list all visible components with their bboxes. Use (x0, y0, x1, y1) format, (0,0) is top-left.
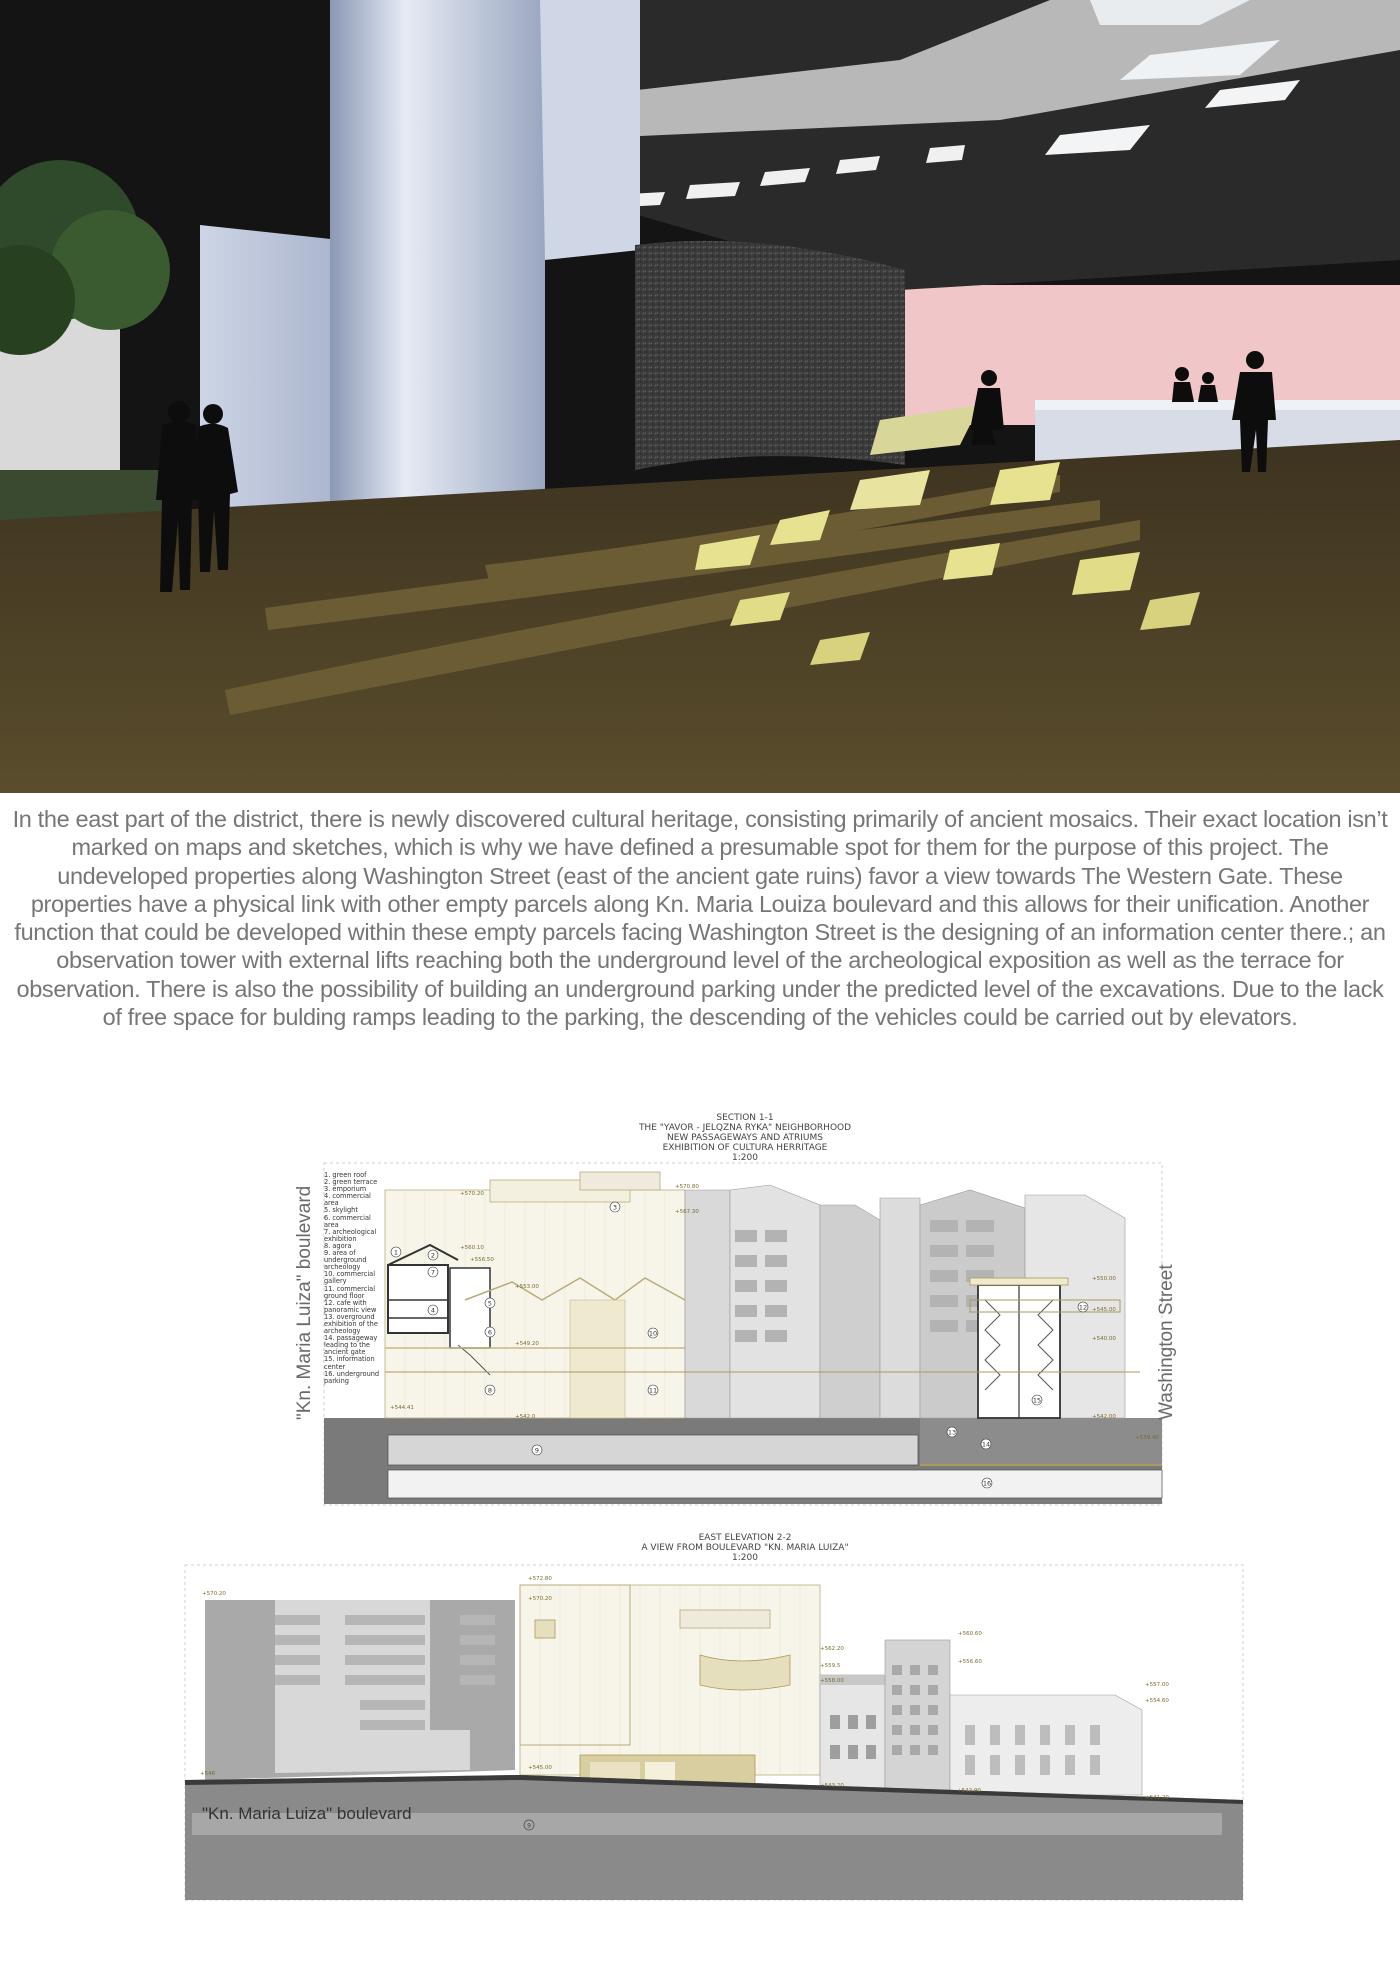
marker-2: 2 (430, 1251, 436, 1260)
elevation-title-line: A VIEW FROM BOULEVARD "KN. MARIA LUIZA" (641, 1543, 849, 1553)
level-tag: +546 (200, 1771, 216, 1777)
level-tag: +570.20 (528, 1596, 552, 1602)
marker-8: 8 (487, 1386, 493, 1395)
marker-3: 3 (612, 1203, 618, 1212)
section-title-line: NEW PASSAGEWAYS AND ATRIUMS (667, 1133, 823, 1143)
legend-item: 1. green roof (324, 1171, 367, 1179)
level-tag: +542.00 (1092, 1414, 1116, 1420)
legend-item: exhibition of the (324, 1319, 378, 1328)
level-tag: +553.00 (515, 1284, 539, 1290)
level-tag: +560.60 (958, 1631, 982, 1637)
section-title-line: SECTION 1-1 (716, 1113, 774, 1123)
marker-16: 16 (982, 1479, 992, 1488)
level-tag: +567.30 (675, 1209, 699, 1215)
legend-item: 2. green terrace (324, 1178, 378, 1187)
marker-1: 1 (393, 1248, 399, 1257)
level-tag: +541.20 (1145, 1795, 1169, 1801)
section-legend (324, 1172, 386, 1385)
section-scale: 1:200 (732, 1153, 758, 1163)
legend-item: 12. cafe with (324, 1298, 367, 1307)
level-tag: +558.00 (820, 1678, 844, 1684)
elevation-drawing (180, 1555, 1260, 1905)
level-tag: +560.10 (460, 1245, 484, 1251)
marker-11: 11 (648, 1386, 658, 1395)
legend-item: 6. commercial area (324, 1213, 371, 1229)
boulevard-side-label: "Kn. Maria Luiza" boulevard (294, 1185, 315, 1420)
level-tag: +559.5 (820, 1663, 841, 1669)
level-tag: +556.50 (470, 1257, 494, 1263)
level-tag: +539.40 (1135, 1435, 1159, 1441)
legend-item: parking (324, 1376, 349, 1385)
project-description: In the east part of the district, there is newly discovered cultural heritage, consisting primarily of ancient mosaics. Their exact location isn’t marked on maps and sketches, which is why we have defined a presumable spot for them for the purpose of this project. The undeveloped properties along Washington Street (east of the ancient gate ruins) favor a view towards The Western Gate. These properties have a physical link with other empty parcels along Kn. Maria Louiza boulevard and this allows for their unification. Another function that could be developed within these empty parcels facing Washington Street is the designing of an information center there.; an observation tower with external lifts reaching both the underground level of the archeological exposition as well as the terrace for observation. There is also the possibility of building an underground parking under the predicted level of the excavations. Due to the lack of free space for bulding ramps leading to the parking, the descending of the vehicles could be carried out by elevators. (12, 806, 1388, 1031)
marker-4: 4 (430, 1306, 436, 1315)
level-tag: +557.00 (1145, 1682, 1169, 1688)
marker-13: 13 (947, 1428, 957, 1437)
marker-7: 7 (430, 1268, 436, 1277)
legend-item: 15. information (324, 1355, 375, 1364)
level-tag: +543.20 (820, 1783, 844, 1789)
elevation-marker: 9 (527, 1822, 531, 1830)
level-tag: +572.80 (528, 1576, 552, 1582)
level-tag: +556.60 (958, 1659, 982, 1665)
marker-14: 14 (981, 1440, 991, 1449)
marker-9: 9 (534, 1446, 540, 1455)
level-tag: +562.20 (820, 1646, 844, 1652)
section-title-line: THE "YAVOR - JELQZNA RYKA" NEIGHBORHOOD (638, 1123, 852, 1133)
legend-item: panoramic view (324, 1305, 377, 1314)
legend-item: leading to the (324, 1341, 370, 1350)
legend-item: center (324, 1362, 346, 1371)
legend-item: gallery (324, 1277, 347, 1286)
level-tag: +545.00 (1092, 1307, 1116, 1313)
level-tag: +549.20 (515, 1341, 539, 1347)
legend-item: 14. passageway (324, 1334, 378, 1343)
level-tag: +545.00 (528, 1765, 552, 1771)
section-drawing (280, 1150, 1180, 1510)
legend-item: 8. agora (324, 1241, 352, 1250)
legend-item: exhibition (324, 1234, 357, 1243)
level-tag: +570.80 (675, 1184, 699, 1190)
level-tag: +550.00 (1092, 1276, 1116, 1282)
legend-item: 5. skylight (324, 1206, 358, 1215)
legend-item: 16. underground (324, 1369, 380, 1378)
level-tag: +544.41 (390, 1405, 414, 1411)
section-title-line: EXHIBITION OF CULTURA HERRITAGE (662, 1143, 828, 1153)
marker-15: 15 (1032, 1396, 1042, 1405)
marker-12: 12 (1078, 1303, 1088, 1312)
level-tag: +540.00 (1092, 1336, 1116, 1342)
level-tag: +542.90 (957, 1788, 981, 1794)
elevation-boulevard-label: "Kn. Maria Luiza" boulevard (202, 1804, 412, 1823)
legend-item: 13. overground (324, 1312, 375, 1321)
level-tag: +570.20 (202, 1591, 226, 1597)
elevation-title-line: EAST ELEVATION 2-2 (698, 1533, 792, 1543)
legend-item: ancient gate (324, 1348, 366, 1357)
legend-item: 11. commercial (324, 1284, 376, 1293)
level-tag: +570.20 (460, 1191, 484, 1197)
level-tag: +554.60 (1145, 1698, 1169, 1704)
legend-item: 10. commercial (324, 1270, 376, 1279)
legend-item: archeology (324, 1263, 361, 1272)
marker-6: 6 (487, 1328, 493, 1337)
elevation-scale: 1:200 (732, 1553, 758, 1563)
legend-item: archeology (324, 1327, 361, 1336)
legend-item: 3. emporium (324, 1185, 367, 1194)
atrium-render-image (0, 0, 1400, 793)
legend-item: 4. commercial area (324, 1192, 371, 1208)
legend-item: 9. area of (324, 1249, 356, 1258)
legend-item: ground floor (324, 1291, 365, 1300)
marker-10: 10 (648, 1329, 658, 1338)
legend-item: underground (324, 1256, 367, 1265)
street-side-label: Washington Street (1156, 1264, 1177, 1420)
level-tag: +542.0 (515, 1414, 536, 1420)
marker-5: 5 (487, 1299, 493, 1308)
legend-item: 7. archeological (324, 1227, 377, 1236)
